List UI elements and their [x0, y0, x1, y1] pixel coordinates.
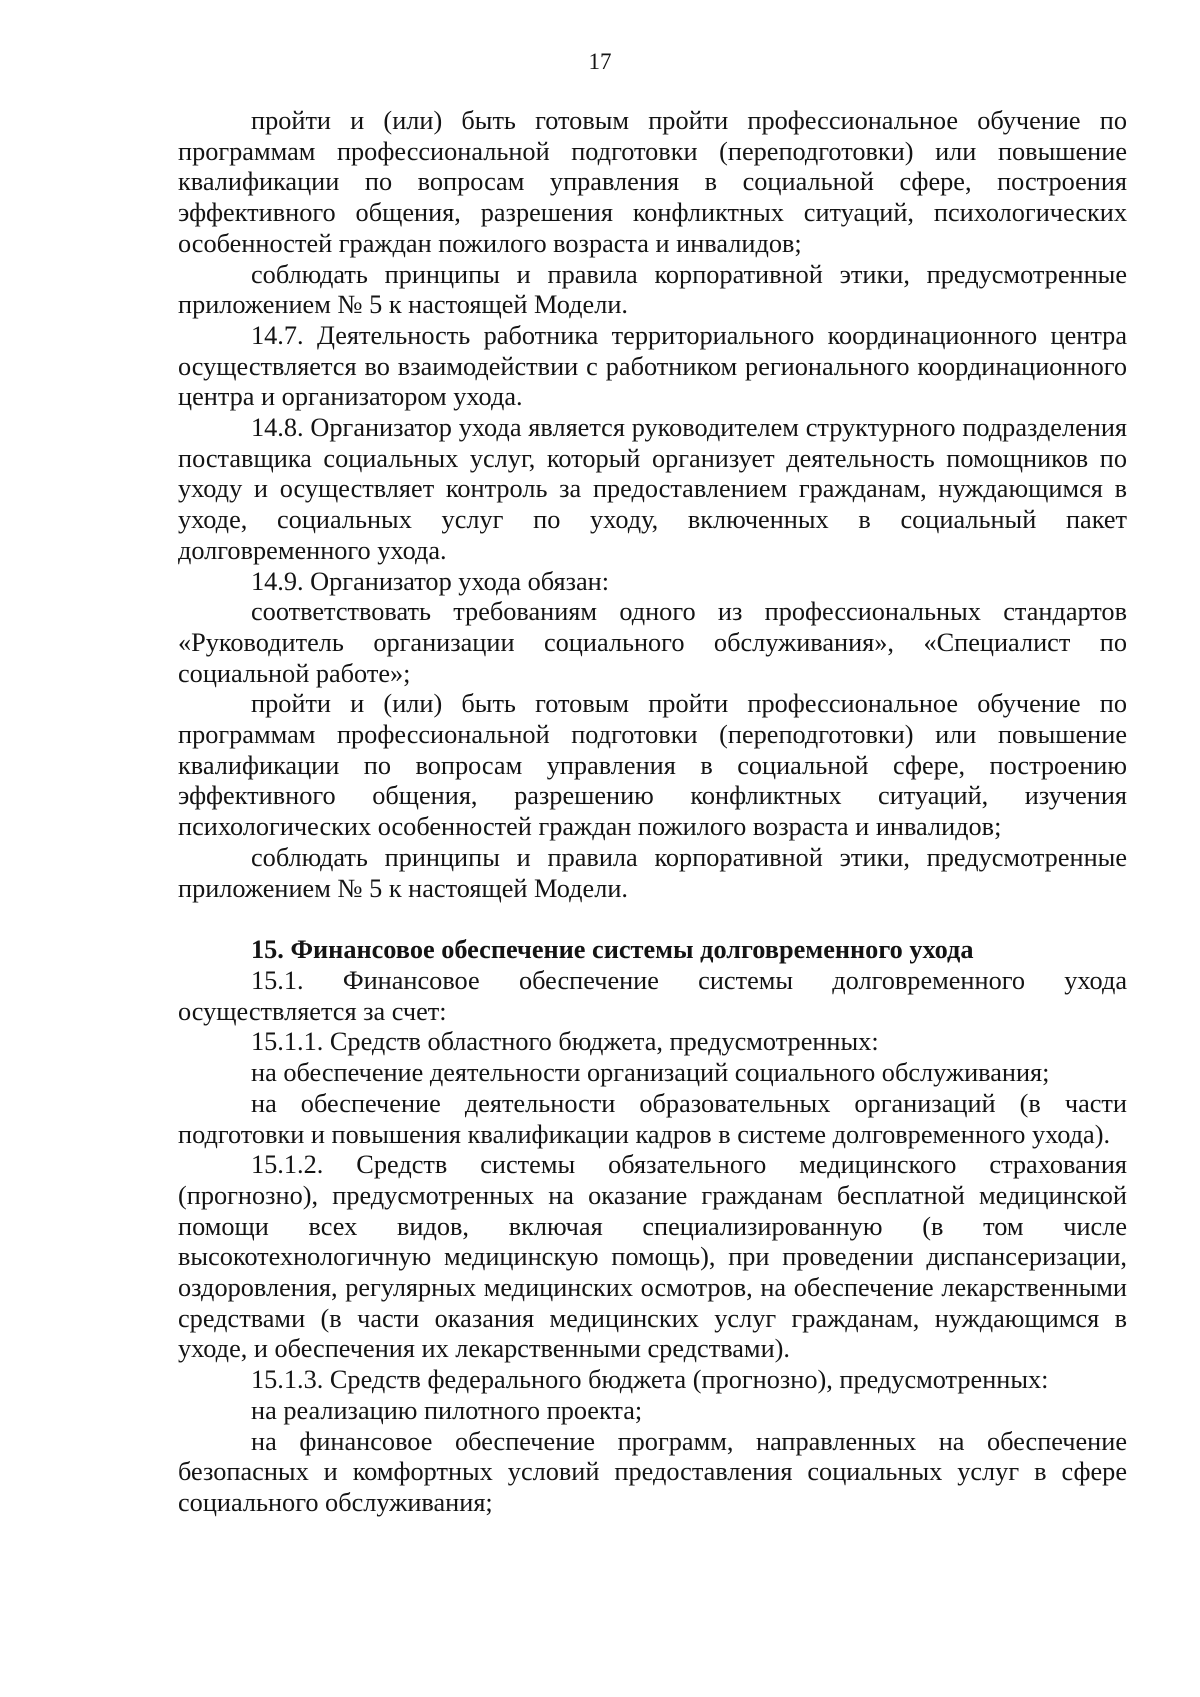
paragraph: пройти и (или) быть готовым пройти профессиональное обучение по программам профессиональной подготовки (переподготовки) или повышение квалификации по вопросам управления в социальной сфере, построению эффективного общения, разрешению конфликтных ситуаций, изучения психологических особенностей граждан пожилого возраста и инвалидов;: [178, 689, 1127, 842]
paragraph-14-8: 14.8. Организатор ухода является руководителем структурного подразделения поставщика социальных услуг, который организует деятельность помощников по уходу и осуществляет контроль за предоставлением гражданам, нуждающимся в уходе, социальных услуг по уходу, включенных в социальный пакет долговременного ухода.: [178, 413, 1127, 565]
paragraph: на обеспечение деятельности организаций социального обслуживания;: [251, 1058, 1050, 1088]
paragraph: на обеспечение деятельности образовательных организаций (в части подготовки и повышения квалификации кадров в системе долговременного ухода).: [178, 1088, 1127, 1149]
paragraph: соответствовать требованиям одного из профессиональных стандартов «Руководитель организации социального обслуживания», «Специалист по социальной работе»;: [178, 597, 1127, 688]
paragraph: соблюдать принципы и правила корпоративной этики, предусмотренные приложением № 5 к настоящей Модели.: [178, 259, 1127, 320]
paragraph-14-9: 14.9. Организатор ухода обязан:: [251, 566, 610, 596]
paragraph-15-1-3: 15.1.3. Средств федерального бюджета (прогнозно), предусмотренных:: [251, 1365, 1049, 1395]
document-body: [178, 106, 1127, 1519]
section-spacer: [178, 904, 1127, 935]
paragraph: на реализацию пилотного проекта;: [251, 1395, 643, 1425]
section-heading: 15. Финансовое обеспечение системы долговременного ухода: [251, 935, 974, 965]
paragraph-14-7: 14.7. Деятельность работника территориального координационного центра осуществляется во взаимодействии с работником регионального координационного центра и организатором ухода.: [178, 320, 1127, 412]
paragraph: соблюдать принципы и правила корпоративной этики, предусмотренные приложением № 5 к настоящей Модели.: [178, 842, 1127, 903]
paragraph-15-1-1: 15.1.1. Средств областного бюджета, предусмотренных:: [251, 1027, 879, 1057]
paragraph-15-1: 15.1. Финансовое обеспечение системы долговременного ухода осуществляется за счет:: [178, 965, 1127, 1026]
paragraph: пройти и (или) быть готовым пройти профессиональное обучение по программам профессиональной подготовки (переподготовки) или повышение квалификации по вопросам управления в социальной сфере, построения эффективного общения, разрешения конфликтных ситуаций, психологических особенностей граждан пожилого возраста и инвалидов;: [178, 106, 1127, 258]
paragraph-15-1-2: 15.1.2. Средств системы обязательного медицинского страхования (прогнозно), предусмотренных на оказание гражданам бесплатной медицинской помощи всех видов, включая специализированную (в том числе высокотехнологичную медицинскую помощь), при проведении диспансеризации, оздоровления, регулярных медицинских осмотров, на обеспечение лекарственными средствами (в части оказания медицинских услуг гражданам, нуждающимся в уходе, и обеспечения их лекарственными средствами).: [178, 1150, 1127, 1364]
page-number: 17: [588, 49, 612, 74]
paragraph: на финансовое обеспечение программ, направленных на обеспечение безопасных и комфортных условий предоставления социальных услуг в сфере социального обслуживания;: [178, 1426, 1127, 1517]
